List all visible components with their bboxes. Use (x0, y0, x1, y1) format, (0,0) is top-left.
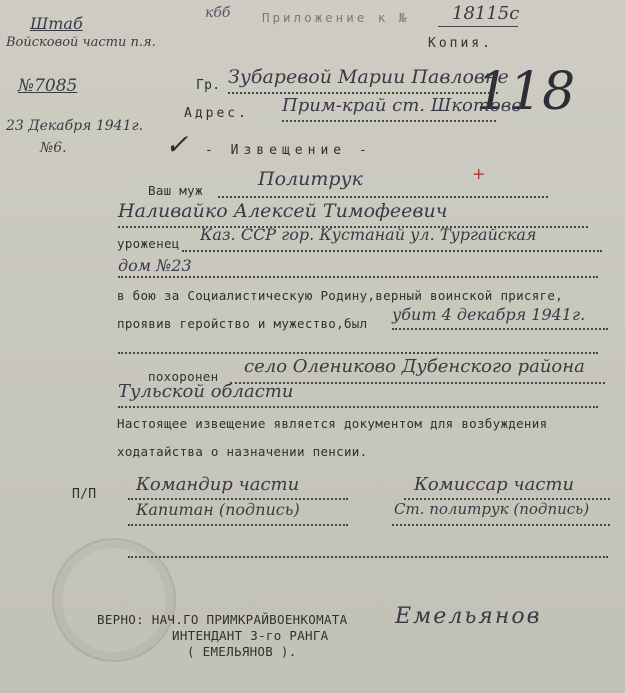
region-dots (118, 406, 598, 408)
document-date: 23 Декабря 1941г. (6, 118, 144, 134)
born-label: уроженец (117, 236, 180, 251)
footer-line-2: ИНТЕНДАНТ 3-го РАНГА (172, 628, 329, 643)
top-scribble: кбб (205, 5, 231, 21)
birthplace: Каз. ССР гор. Кустанай ул. Тургайская (200, 225, 537, 244)
hq-label: Штаб (30, 14, 83, 33)
appendix-label: Приложение к № (262, 10, 410, 25)
buried-label: похоронен (148, 369, 219, 384)
appendix-number: 18115с (452, 3, 520, 24)
house-dots (118, 276, 598, 278)
rank-value: Политрук (258, 168, 363, 190)
battle-line: в бою за Социалистическую Родину,верный воинской присяге, (117, 288, 564, 303)
captain-dots (128, 524, 348, 526)
recipient-dots (228, 92, 498, 94)
footer-line-3: ( ЕМЕЛЬЯНОВ ). (187, 644, 297, 659)
document-number: №7085 (18, 76, 78, 96)
sub-number: №6. (40, 140, 67, 156)
fate-dots (392, 328, 608, 330)
rank-dots (218, 196, 548, 198)
recipient-prefix: Гр. (196, 78, 221, 93)
house-number: дом №23 (118, 256, 192, 275)
copy-label: Копия. (428, 36, 493, 51)
check-mark: ✓ (165, 128, 189, 161)
fate-value: убит 4 декабря 1941г. (392, 305, 586, 324)
faded-seal (52, 538, 176, 662)
burial-region: Тульской области (118, 381, 294, 402)
margin-mark: 118 (476, 62, 576, 122)
captain-signature: Капитан (подпись) (136, 500, 300, 519)
footer-signature: Емельянов (395, 604, 542, 629)
recipient-name: Зубаревой Марии Павловне (228, 66, 509, 88)
burial-place: село Олениково Дубенского района (244, 356, 585, 377)
cross-mark: + (472, 164, 486, 183)
address-label: Адрес. (184, 106, 249, 121)
footer-line-1: ВЕРНО: НАЧ.ГО ПРИМКРАЙВОЕНКОМАТА (97, 612, 348, 627)
appendix-underline (438, 26, 518, 27)
pp-label: П/П (72, 487, 97, 502)
document-line-2: ходатайства о назначении пенсии. (117, 444, 368, 459)
commander-title: Командир части (136, 474, 300, 495)
birthplace-dots (182, 250, 602, 252)
commissar-title: Комиссар части (414, 474, 575, 495)
blank-dots-2 (128, 556, 608, 558)
husband-label: Ваш муж (148, 183, 203, 198)
politruk-dots (392, 524, 610, 526)
blank-dots (118, 352, 598, 354)
document-line-1: Настоящее извещение является документом для возбуждения (117, 416, 548, 431)
unit-label: Войсковой части п.я. (6, 35, 156, 50)
politruk-signature: Ст. политрук (подпись) (394, 500, 590, 518)
notice-title: - Извещение - (205, 143, 372, 158)
recipient-address: Прим-край ст. Шкотово (282, 95, 523, 116)
heroism-line: проявив геройство и мужество,был (117, 316, 368, 331)
address-dots (282, 120, 496, 122)
full-name: Наливайко Алексей Тимофеевич (118, 200, 448, 222)
